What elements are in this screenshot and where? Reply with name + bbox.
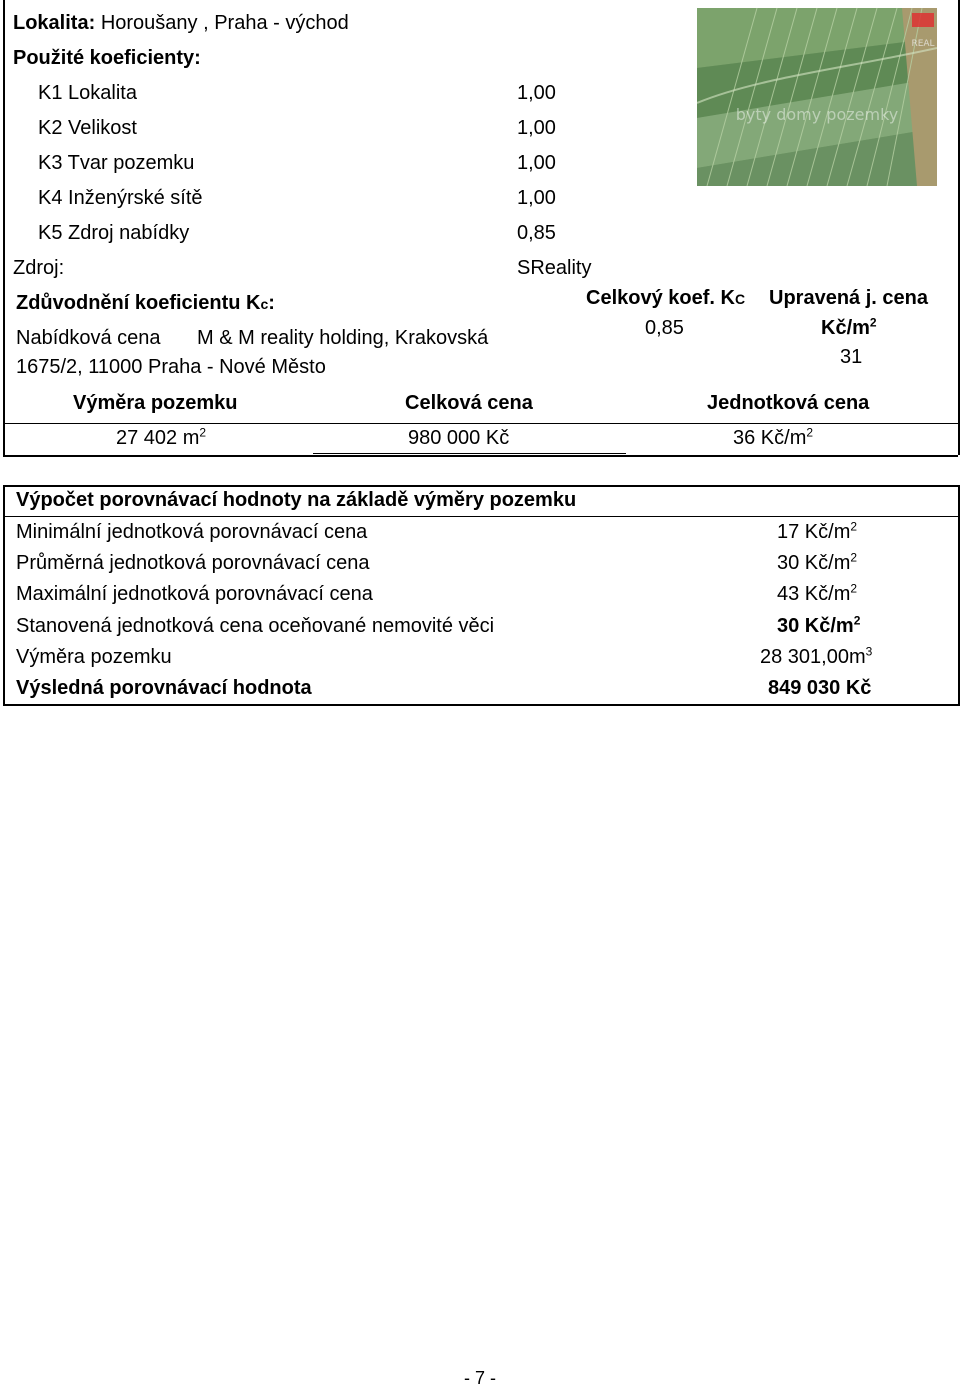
total-coef-label [586, 288, 745, 308]
coef-k4-value: 1,00 [517, 187, 556, 209]
adjusted-unit-text: Kč/m [821, 317, 870, 339]
calc-row-area-sup: 3 [865, 644, 873, 659]
calc-row-avg-sup: 2 [850, 550, 858, 565]
calc-row-max-label: Maximální jednotková porovnávací cena [16, 583, 373, 605]
offer-address: 1675/2, 11000 Praha - Nové Město [16, 356, 326, 378]
calc-row-max-value [777, 581, 858, 605]
area-sup: 2 [199, 425, 207, 440]
total-price-value: 980 000 Kč [408, 427, 510, 449]
calc-row-min-value-text: 17 Kč/m [777, 521, 851, 543]
total-coef-label-sub: C [734, 291, 746, 307]
calc-row-area-value-text: 28 301,00m [760, 646, 866, 668]
area-value-text: 27 402 m [116, 427, 200, 449]
total-price-underline [313, 453, 626, 454]
frame-bottom-border [3, 455, 958, 457]
unit-price-sup: 2 [806, 425, 814, 440]
table-divider [3, 423, 958, 424]
offer-agency: M & M reality holding, Krakovská [197, 327, 489, 349]
calc-row-set-label: Stanovená jednotková cena oceňované nemovité věci [16, 615, 495, 637]
total-coef-label-text: Celkový koef. K [586, 287, 735, 309]
adjusted-price-label-1: Upravená j. cena [769, 287, 928, 309]
coef-k3-label: K3 Tvar pozemku [38, 152, 195, 174]
coef-k5-value: 0,85 [517, 222, 556, 244]
justification-label-colon: : [268, 292, 275, 314]
calc-row-set-sup: 2 [853, 613, 861, 628]
coef-k3-value: 1,00 [517, 152, 556, 174]
calc-title-divider [3, 516, 960, 517]
page-number: - 7 - [463, 1368, 496, 1388]
calc-row-max-sup: 2 [850, 581, 858, 596]
calc-row-avg-value [777, 550, 858, 574]
offer-price-label: Nabídková cena [16, 327, 161, 349]
lokalita-line [13, 13, 349, 33]
calc-row-avg-label: Průměrná jednotková porovnávací cena [16, 552, 370, 574]
adjusted-price-label-2 [821, 315, 877, 339]
col-area-header: Výměra pozemku [73, 392, 238, 414]
calc-title: Výpočet porovnávací hodnoty na základě výměry pozemku [16, 489, 577, 511]
lokalita-value: Horoušany , Praha - východ [100, 12, 349, 34]
total-coef-value: 0,85 [645, 317, 684, 339]
source-value: SReality [517, 257, 592, 279]
calc-row-area-value [760, 644, 873, 668]
calc-row-min-label: Minimální jednotková porovnávací cena [16, 521, 368, 543]
coef-k2-label: K2 Velikost [38, 117, 137, 139]
justification-label-sub: c [260, 296, 269, 312]
unit-price-value-text: 36 Kč/m [733, 427, 807, 449]
coefficients-heading: Použité koeficienty: [13, 47, 201, 69]
calc-row-set-value-text: 30 Kč/m [777, 615, 854, 637]
coef-k5-label: K5 Zdroj nabídky [38, 222, 190, 244]
area-value [116, 425, 207, 449]
unit-price-value [733, 425, 814, 449]
calc-row-min-value [777, 519, 858, 543]
calc-row-avg-value-text: 30 Kč/m [777, 552, 851, 574]
lokalita-label: Lokalita: [13, 12, 96, 34]
coef-k2-value: 1,00 [517, 117, 556, 139]
col-total-price-header: Celková cena [405, 392, 533, 414]
calc-row-result-value: 849 030 Kč [768, 677, 872, 699]
calc-row-min-sup: 2 [850, 519, 858, 534]
col-unit-price-header: Jednotková cena [707, 392, 870, 414]
aerial-map-image [697, 8, 937, 186]
coef-k4-label: K4 Inženýrské sítě [38, 187, 203, 209]
justification-label-text: Zdůvodnění koeficientu K [16, 292, 261, 314]
source-label: Zdroj: [13, 257, 65, 279]
adjusted-price-value: 31 [840, 346, 863, 368]
adjusted-unit-sup: 2 [869, 315, 877, 330]
map-svg [697, 8, 937, 186]
justification-label [16, 293, 275, 313]
coef-k1-label: K1 Lokalita [38, 82, 137, 104]
calc-row-area-label: Výměra pozemku [16, 646, 172, 668]
map-brand: REAL [911, 39, 935, 49]
calc-row-set-value [777, 613, 861, 637]
map-watermark: byty domy pozemky [735, 105, 899, 124]
coef-k1-value: 1,00 [517, 82, 556, 104]
calc-row-max-value-text: 43 Kč/m [777, 583, 851, 605]
calc-row-result-label: Výsledná porovnávací hodnota [16, 677, 312, 699]
